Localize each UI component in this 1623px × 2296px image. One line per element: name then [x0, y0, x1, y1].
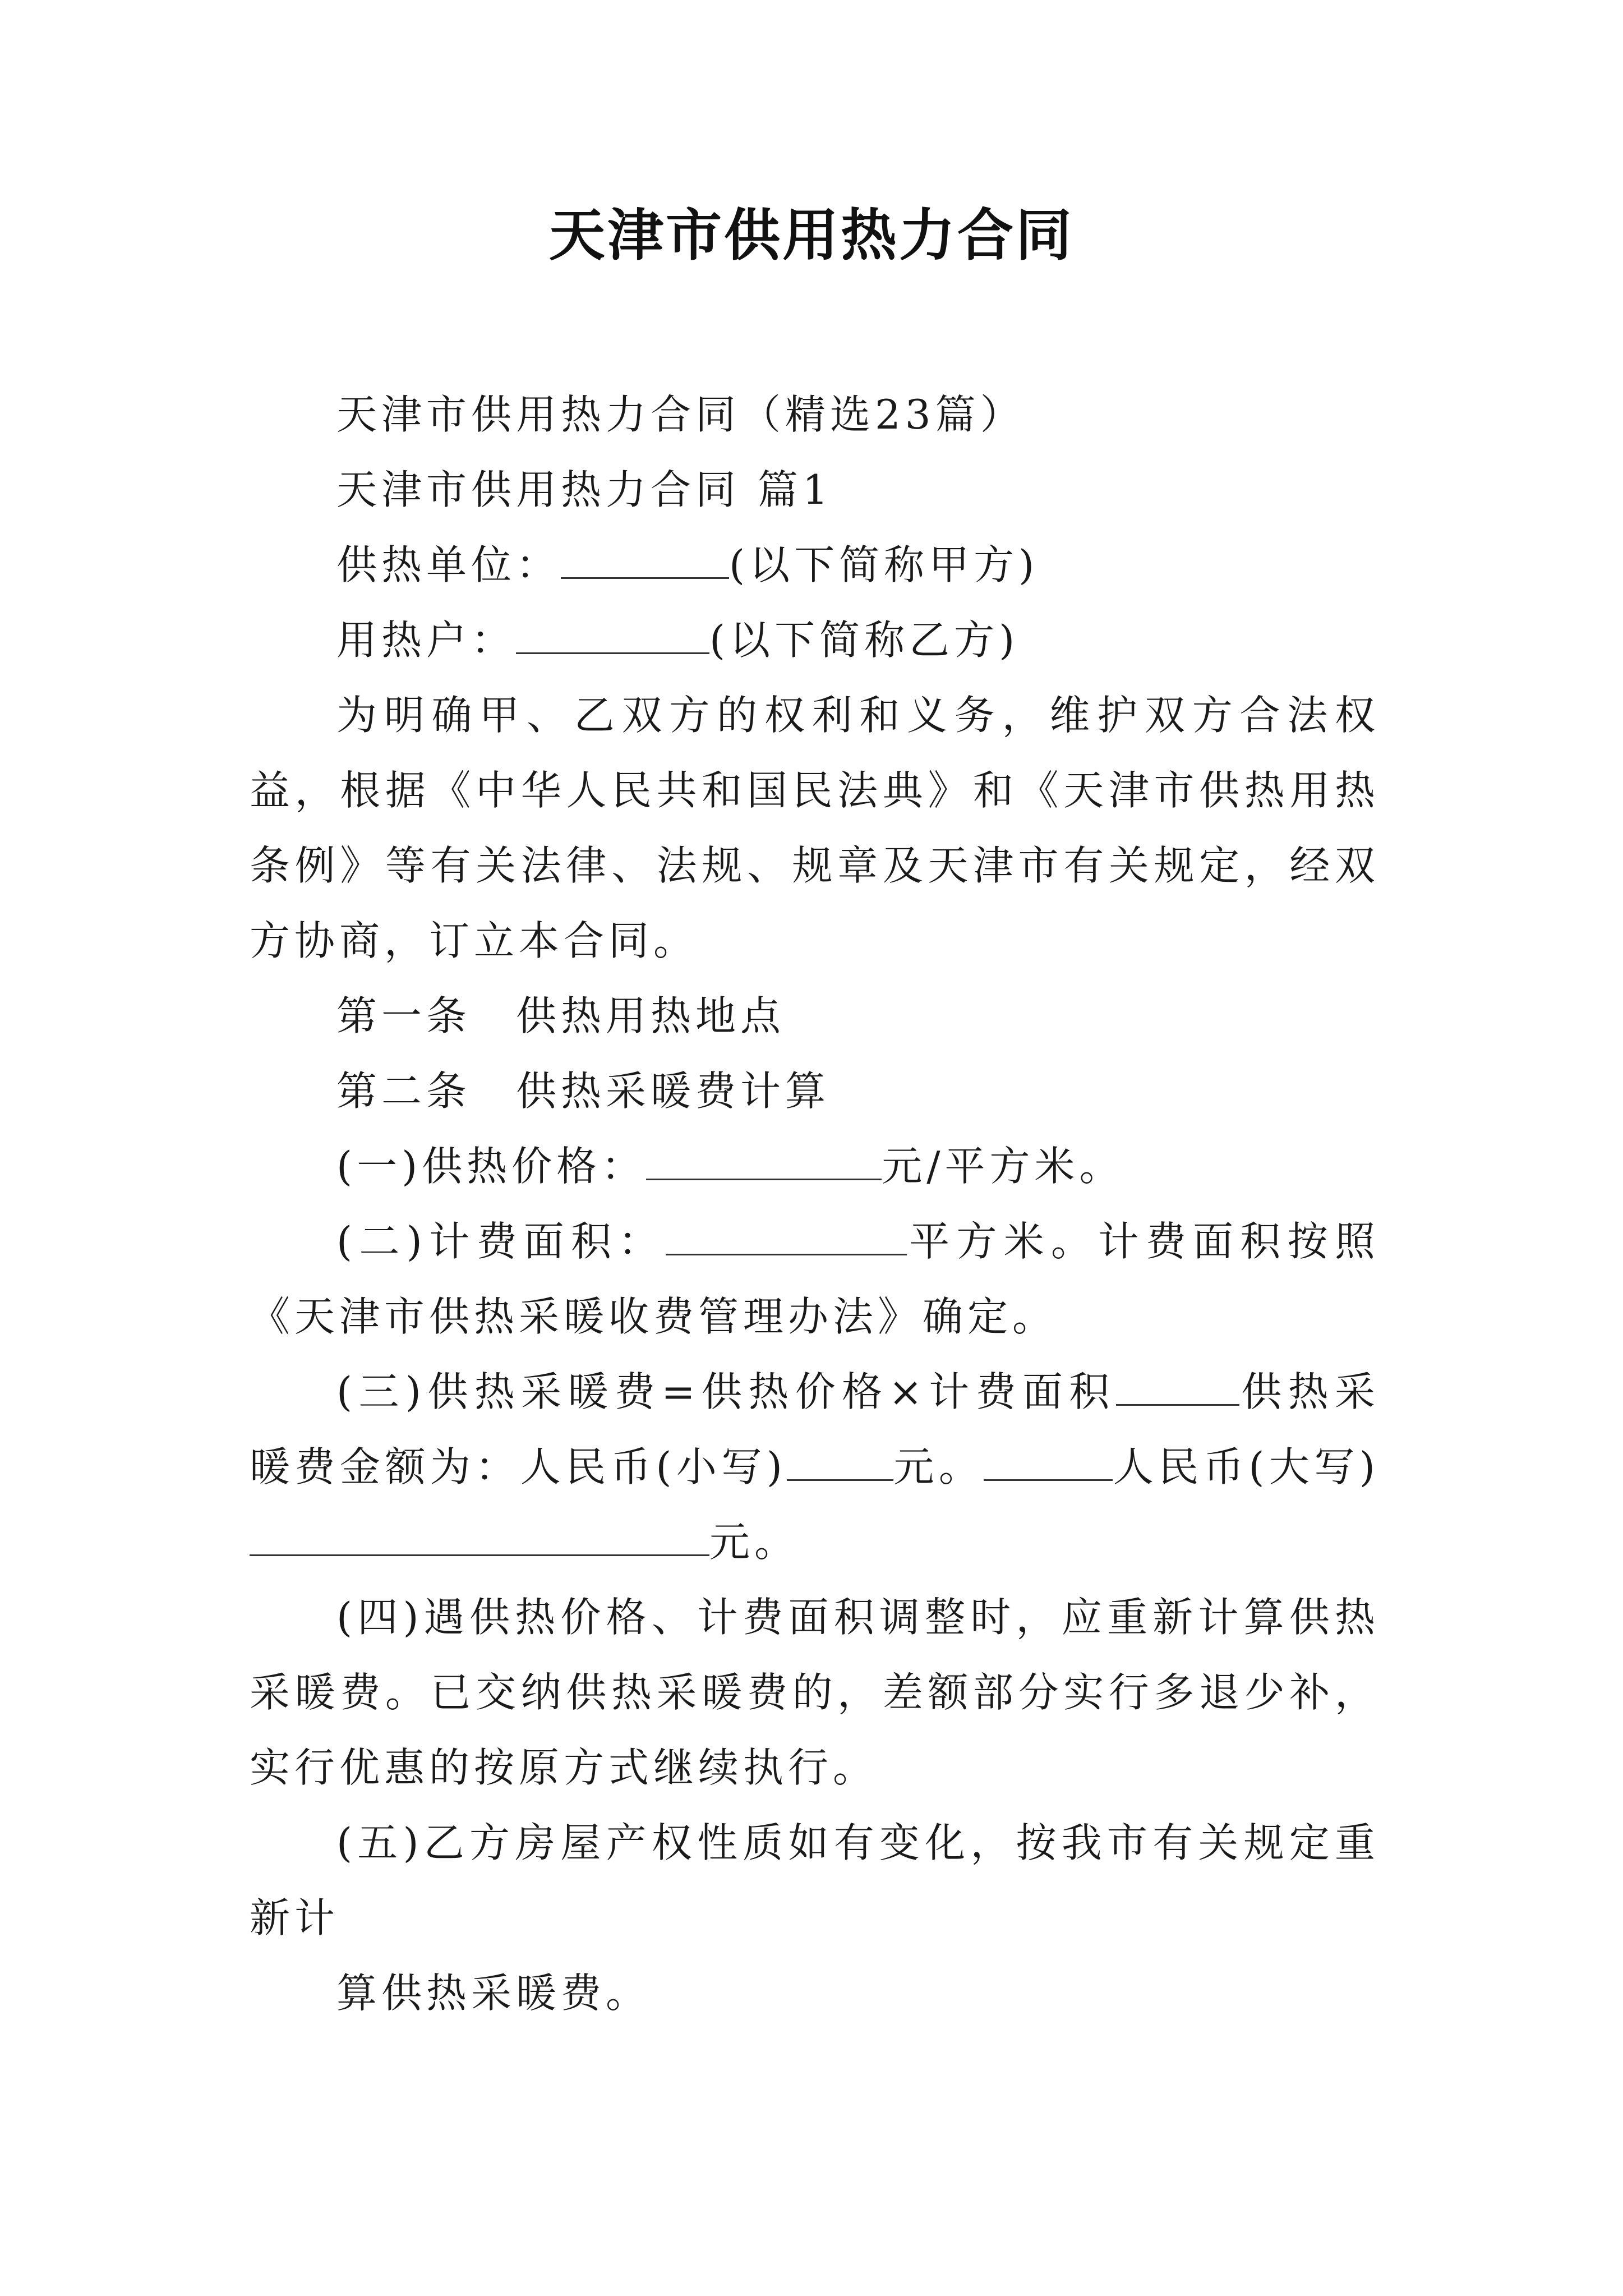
fee-lowercase-blank[interactable]: [787, 1444, 893, 1481]
paragraph-item-5: (五)乙方房屋产权性质如有变化，按我市有关规定重新计: [250, 1819, 1380, 1941]
fee-extra-blank[interactable]: [984, 1444, 1113, 1481]
area-note: 平方米。计费面积按照《天津市供热采暖收费管理办法》确定。: [250, 1218, 1380, 1340]
paragraph-article-1: 第一条 供热用热地点: [336, 992, 786, 1039]
paragraph-preamble: 为明确甲、乙双方的权利和义务，维护双方合法权益，根据《中华人民共和国民法典》和《天津市供热用热条例》等有关法律、法规、规章及天津市有关规定，经双方协商，订立本合同。: [250, 692, 1380, 964]
fee-uppercase-blank[interactable]: [250, 1520, 709, 1556]
paragraph-item-2: [250, 1204, 1380, 1354]
document-body: [250, 377, 1380, 2031]
price-label: (一)供热价格：: [336, 1143, 647, 1190]
fee-formula: (三)供热采暖费=供热价格×计费面积: [336, 1368, 1116, 1415]
fee-amount-label: 供热采暖费金额为：人民币(小写): [250, 1368, 1380, 1490]
fee-formula-blank[interactable]: [1116, 1369, 1239, 1406]
heat-user-note: (以下简称乙方): [709, 616, 1020, 664]
fee-uppercase-unit: 元。: [709, 1519, 800, 1566]
heat-user-label: 用热户：: [336, 616, 517, 664]
fee-uppercase-label: 人民币(大写): [1113, 1443, 1380, 1490]
paragraph-item-1: [250, 1129, 1380, 1204]
paragraph-item-4: (四)遇供热价格、计费面积调整时，应重新计算供热采暖费。已交纳供热采暖费的，差额部分实行多退少补，实行优惠的按原方式继续执行。: [250, 1594, 1380, 1791]
fee-lowercase-unit: 元。: [893, 1443, 984, 1490]
price-unit: 元/平方米。: [882, 1143, 1124, 1190]
paragraph-item-3: [250, 1354, 1380, 1580]
paragraph-subtitle: 天津市供用热力合同（精选23篇）: [336, 391, 1025, 438]
paragraph-item-5-continued: 算供热采暖费。: [336, 1970, 651, 2017]
area-blank[interactable]: [666, 1219, 907, 1255]
price-blank[interactable]: [646, 1144, 882, 1180]
heat-user-blank[interactable]: [516, 618, 709, 654]
heat-supplier-label: 供热单位：: [336, 541, 561, 588]
paragraph-section-heading: 天津市供用热力合同 篇1: [336, 466, 833, 513]
heat-supplier-note: (以下简称甲方): [729, 541, 1039, 588]
area-label: (二)计费面积：: [336, 1218, 666, 1265]
paragraph-heat-supplier: [250, 527, 1380, 602]
heat-supplier-blank[interactable]: [561, 542, 729, 579]
document-title: 天津市供用热力合同: [549, 203, 1074, 268]
paragraph-heat-user: [250, 602, 1380, 678]
paragraph-article-2: 第二条 供热采暖费计算: [336, 1068, 831, 1115]
